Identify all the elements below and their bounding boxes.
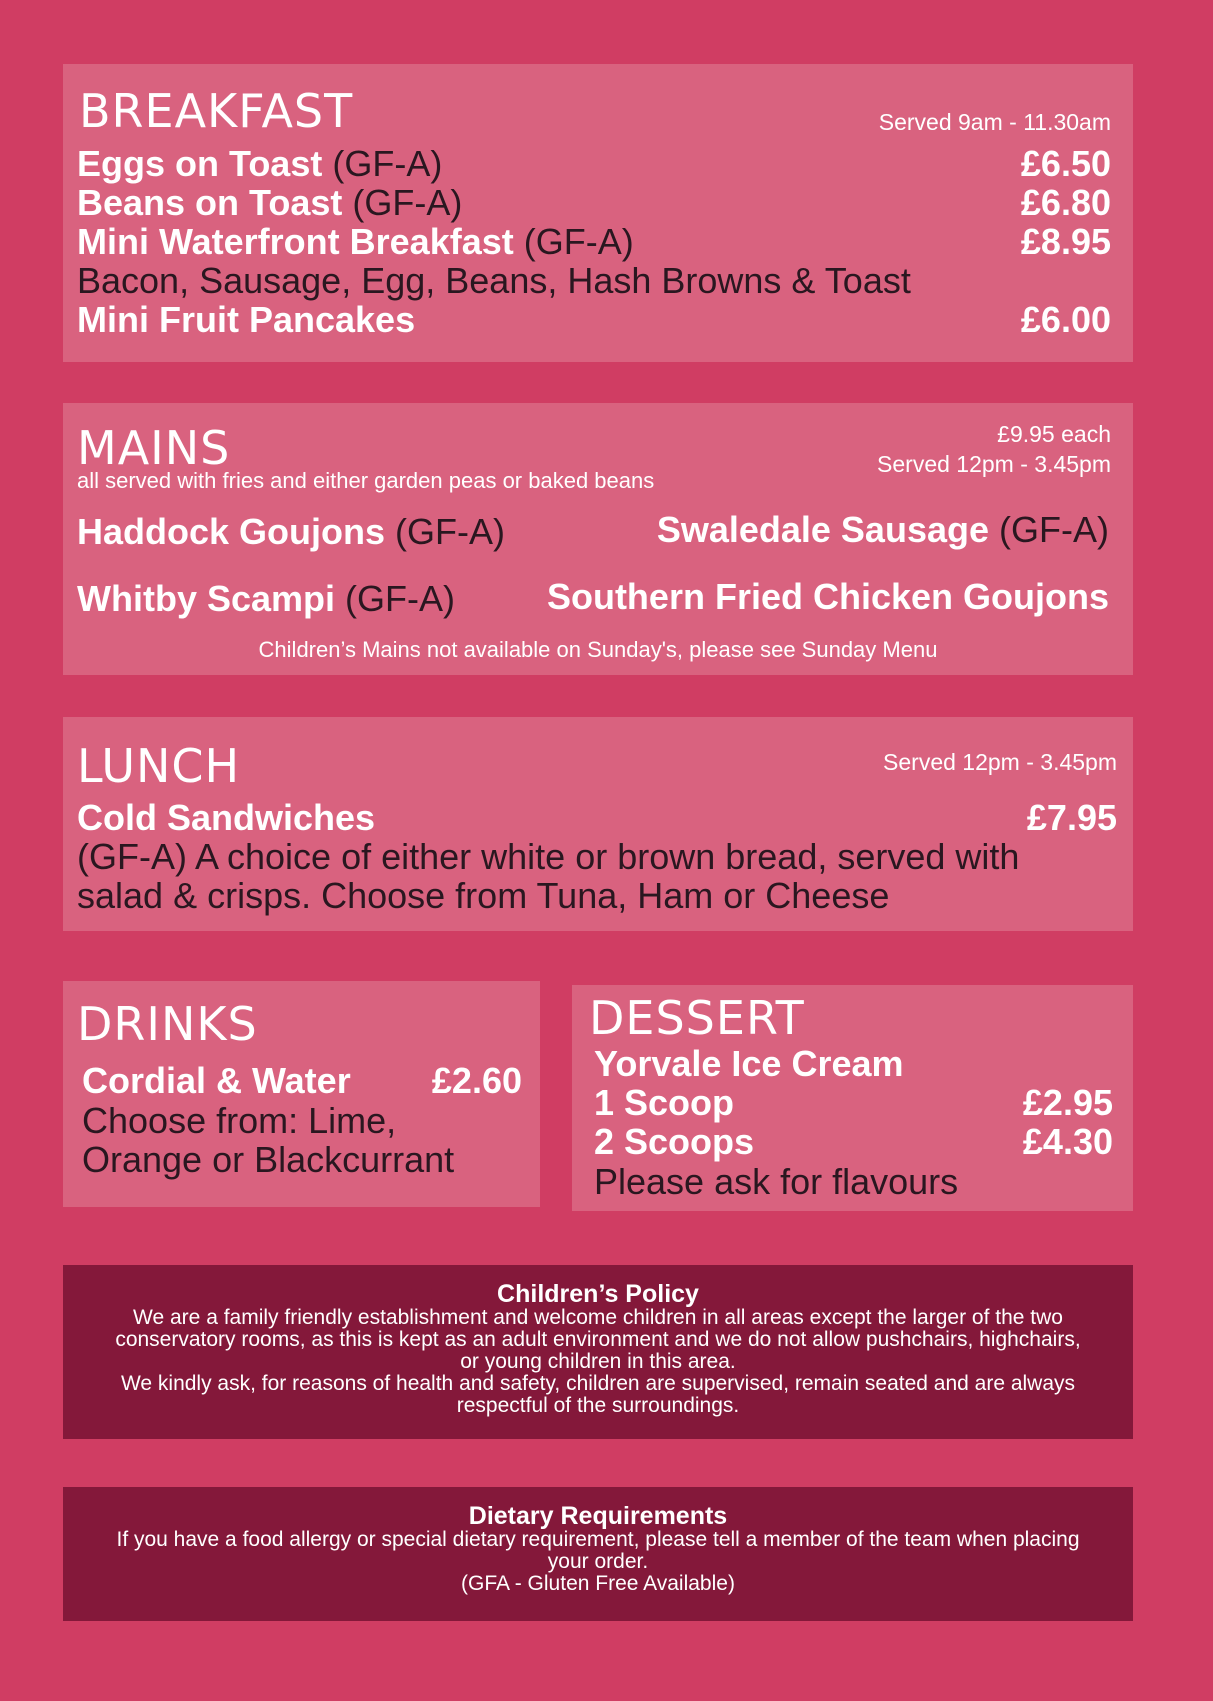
menu-item [77,580,455,618]
menu-item [82,1062,351,1100]
item-price: £4.30 [1022,1121,1113,1162]
item-name: Cold Sandwiches [77,797,376,838]
dietary-title: Dietary Requirements [468,1502,728,1530]
lunch-served: Served 12pm - 3.45pm [883,749,1117,775]
mains-price-note: £9.95 each [997,421,1111,447]
dessert-title: DESSERT [589,991,805,1045]
item-suffix: (GF-A) [322,143,443,184]
dietary-panel [63,1487,1133,1621]
item-description: Bacon, Sausage, Egg, Beans, Hash Browns & Toast [77,260,911,301]
item-price: £6.00 [1020,299,1111,340]
lunch-panel [63,717,1133,931]
item-description: Choose from: Lime, [82,1100,397,1141]
dessert-note: Please ask for flavours [594,1161,959,1202]
item-price: £6.80 [1020,182,1111,223]
menu-item [594,1123,754,1161]
menu-item [594,1045,904,1083]
item-name: Haddock Goujons [77,511,386,552]
breakfast-served: Served 9am - 11.30am [878,109,1111,135]
dietary-text: If you have a food allergy or special dietary requirement, please tell a member of the team when placing [116,1528,1080,1551]
item-description: (GF-A) A choice of either white or brown bread, served with [77,836,1020,877]
menu-item [77,223,634,261]
item-name: 1 Scoop [594,1082,735,1123]
childrens-policy-panel [63,1265,1133,1439]
menu-item [77,513,505,551]
mains-subtitle: all served with fries and either garden peas or baked beans [77,468,655,493]
item-price: £7.95 [1026,797,1117,838]
breakfast-title: BREAKFAST [79,84,354,138]
menu-item [77,301,415,339]
policy-text: conservatory rooms, as this is kept as an adult environment and we do not allow pushchairs, highchairs, [115,1328,1081,1351]
menu-item [594,1084,734,1122]
dessert-panel [572,985,1133,1211]
dietary-text: (GFA - Gluten Free Available) [461,1572,735,1595]
lunch-title: LUNCH [77,739,241,793]
item-suffix: (GF-A) [335,578,456,619]
item-name: Eggs on Toast [77,143,323,184]
item-name: 2 Scoops [594,1121,755,1162]
item-name: Whitby Scampi [77,578,336,619]
item-suffix: (GF-A) [989,509,1109,550]
item-name: Southern Fried Chicken Goujons [546,576,1109,617]
mains-panel [63,403,1133,675]
mains-title: MAINS [77,421,231,475]
item-price: £2.95 [1022,1082,1113,1123]
mains-footnote: Children’s Mains not available on Sunday's, please see Sunday Menu [258,637,938,662]
item-name: Beans on Toast [77,182,343,223]
drinks-title: DRINKS [77,997,258,1051]
dietary-text: your order. [547,1550,649,1573]
item-name: Mini Fruit Pancakes [77,299,416,340]
policy-text: We are a family friendly establishment and welcome children in all areas except the larger of the two [133,1306,1063,1329]
item-suffix: (GF-A) [385,511,506,552]
item-suffix: (GF-A) [342,182,463,223]
menu-item [77,184,462,222]
policy-title: Children’s Policy [497,1280,699,1308]
menu-item [547,578,1109,616]
item-name: Yorvale Ice Cream [594,1043,904,1084]
menu-item [77,799,375,837]
item-description: Orange or Blackcurrant [82,1139,455,1180]
item-price: £8.95 [1020,221,1111,262]
item-price: £2.60 [431,1060,522,1101]
breakfast-panel [63,64,1133,362]
item-name: Mini Waterfront Breakfast [77,221,514,262]
item-name: Swaledale Sausage [656,509,990,550]
item-suffix: (GF-A) [513,221,634,262]
item-price: £6.50 [1020,143,1111,184]
mains-served: Served 12pm - 3.45pm [877,451,1111,477]
policy-text: or young children in this area. [460,1350,736,1373]
menu-item [657,511,1109,549]
drinks-panel [63,981,540,1207]
menu-item [77,145,442,183]
policy-text: We kindly ask, for reasons of health and safety, children are supervised, remain seated and are always [120,1372,1076,1395]
policy-text: respectful of the surroundings. [456,1394,740,1417]
item-description: salad & crisps. Choose from Tuna, Ham or Cheese [77,875,890,916]
item-name: Cordial & Water [82,1060,351,1101]
